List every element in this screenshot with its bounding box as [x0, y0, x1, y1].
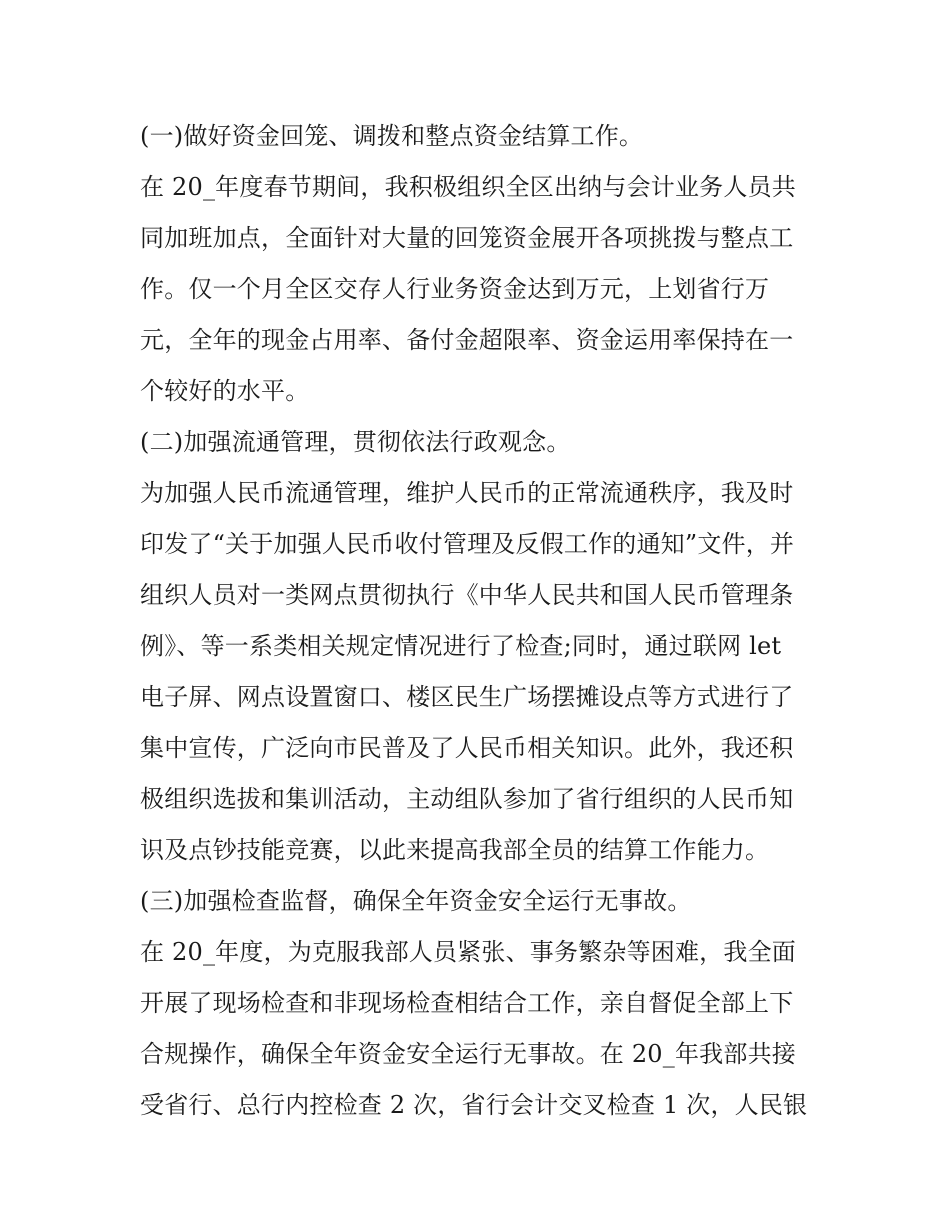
- paragraph-line: 作。仅一个月全区交存人行业务资金达到万元，上划省行万: [140, 275, 770, 303]
- heading-circulation-management: (二)加强流通管理，贯彻依法行政观念。: [140, 428, 571, 456]
- paragraph-line: 在 20_年度春节期间，我积极组织全区出纳与会计业务人员共: [140, 173, 796, 201]
- paragraph-line: 在 20_年度，为克服我部人员紧张、事务繁杂等困难，我全面: [140, 938, 796, 966]
- paragraph-line: 受省行、总行内控检查 2 次，省行会计交叉检查 1 次，人民银: [140, 1091, 808, 1119]
- paragraph-line: 同加班加点，全面针对大量的回笼资金展开各项挑拨与整点工: [140, 224, 794, 252]
- paragraph-line: 个较好的水平。: [140, 377, 310, 405]
- paragraph-line: 极组织选拔和集训活动，主动组队参加了省行组织的人民币知: [140, 785, 794, 813]
- paragraph-line: 元，全年的现金占用率、备付金超限率、资金运用率保持在一: [140, 326, 794, 354]
- heading-funds-settlement: (一)做好资金回笼、调拨和整点资金结算工作。: [140, 122, 644, 150]
- document-body: [140, 111, 820, 1131]
- paragraph-line: 识及点钞技能竞赛，以此来提高我部全员的结算工作能力。: [140, 836, 770, 864]
- paragraph-line: 合规操作，确保全年资金安全运行无事故。在 20_年我部共接: [140, 1040, 796, 1068]
- paragraph-line: 例》、等一系类相关规定情况进行了检查;同时，通过联网 let: [140, 632, 782, 660]
- paragraph-line: 集中宣传，广泛向市民普及了人民币相关知识。此外，我还积: [140, 734, 794, 762]
- paragraph-line: 组织人员对一类网点贯彻执行《中华人民共和国人民币管理条: [140, 581, 794, 609]
- paragraph-line: 开展了现场检查和非现场检查相结合工作，亲自督促全部上下: [140, 989, 794, 1017]
- paragraph-line: 印发了“关于加强人民币收付管理及反假工作的通知”文件，并: [140, 530, 795, 558]
- paragraph-line: 为加强人民币流通管理，维护人民币的正常流通秩序，我及时: [140, 479, 794, 507]
- paragraph-line: 电子屏、网点设置窗口、楼区民生广场摆摊设点等方式进行了: [140, 683, 794, 711]
- heading-inspection-supervision: (三)加强检查监督，确保全年资金安全运行无事故。: [140, 887, 692, 915]
